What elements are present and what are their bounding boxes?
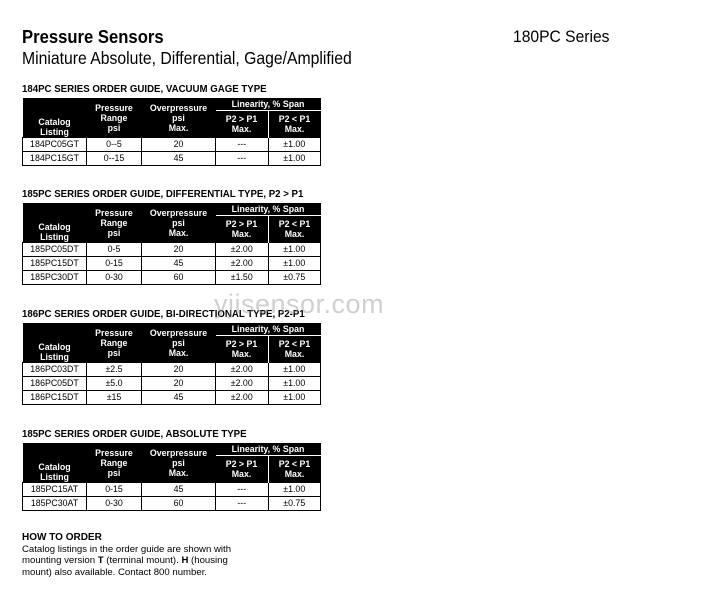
col-p2-lt-p1 [268,456,321,483]
header-text: Overpressure [149,207,208,218]
table-row [23,363,321,377]
header-text: P2 > P1 [225,114,258,124]
header-text: psi [107,227,121,238]
header-text: psi [107,122,121,133]
order-guide-section [22,307,329,405]
order-guide-table [22,203,321,285]
table-cell: ±1.00 [268,391,321,405]
table-row [23,243,321,257]
table-cell: --- [216,483,269,497]
table-row [23,377,321,391]
table-cell: 185PC05DT [23,243,87,257]
col-p2-lt-p1 [268,336,321,363]
col-pressure-range [87,443,142,483]
header-text: Max. [168,467,189,478]
table-cell: ±0.75 [268,497,321,511]
table-cell: 185PC30DT [23,271,87,285]
header-text: Range [100,217,128,228]
col-catalog-listing [23,98,87,138]
order-guide-section [22,187,328,285]
header-text: psi [172,337,185,348]
order-guide-table [22,98,321,166]
header-text: Max. [168,122,189,133]
header-text: Linearity, % Span [231,99,305,109]
table-cell: 60 [142,271,216,285]
table-cell: ±15 [87,391,142,405]
col-p2-lt-p1 [268,111,321,138]
order-guide-section [22,427,321,511]
housing-mount-code: H [181,555,189,566]
table-cell: 186PC15DT [23,391,87,405]
table-cell: 60 [142,497,216,511]
header-text: Catalog [38,222,71,232]
order-guide-table [22,323,321,405]
table-cell: ±1.00 [268,257,321,271]
how-text-3: (housing mount) also available. Contact 800 number. [22,555,228,578]
page-subtitle: Miniature Absolute, Differential, Gage/Amplified [22,48,352,68]
section-title: 184PC SERIES ORDER GUIDE, VACUUM GAGE TYPE [22,83,267,95]
table-cell: ±2.00 [216,363,269,377]
header-text: Max. [168,227,189,238]
header-text: Max. [168,347,189,358]
header-text: Pressure [95,207,133,218]
header-text: Catalog [38,117,71,127]
order-guide-section [22,82,321,166]
header-text: Linearity, % Span [231,324,305,334]
table-cell: 45 [142,483,216,497]
table-cell: 0-5 [87,243,142,257]
header-text: Max. [231,124,252,134]
header-text: Range [100,337,128,348]
table-cell: --- [216,497,269,511]
table-cell: 0-30 [87,271,142,285]
header-text: Max. [284,229,305,239]
col-overpressure [142,323,216,363]
table-cell: 186PC03DT [23,363,87,377]
header-text: Listing [40,232,69,242]
table-cell: ±2.5 [87,363,142,377]
table-cell: 184PC15GT [23,152,87,166]
header-text: psi [172,112,185,123]
table-cell: 184PC05GT [23,138,87,152]
table-cell: 185PC30AT [23,497,87,511]
header-text: Listing [40,472,69,482]
header-text: Overpressure [149,447,208,458]
table-cell: ±2.00 [216,243,269,257]
table-cell: ±1.50 [216,271,269,285]
header-text: Max. [231,469,252,479]
header-text: Overpressure [149,327,208,338]
table-cell: ±2.00 [216,377,269,391]
table-cell: 45 [142,391,216,405]
how-to-order-text [22,544,232,579]
col-pressure-range [87,98,142,138]
table-cell: 185PC15AT [23,483,87,497]
table-cell: 186PC05DT [23,377,87,391]
table-row [23,271,321,285]
terminal-mount-code: T [97,555,104,566]
header-text: Catalog [38,462,71,472]
header-text: Max. [231,349,252,359]
col-p2-gt-p1 [216,456,269,483]
page-title: Pressure Sensors [22,26,164,47]
table-cell: 20 [142,363,216,377]
header-text: Catalog [38,342,71,352]
table-row [23,483,321,497]
table-cell: 0-15 [87,257,142,271]
series-label: 180PC Series [513,27,610,46]
col-pressure-range [87,323,142,363]
header-text: Range [100,112,128,123]
col-overpressure [142,98,216,138]
section-title: 185PC SERIES ORDER GUIDE, DIFFERENTIAL TYPE, P2 > P1 [22,188,304,200]
how-text-1: Catalog listings in the order guide are shown with mounting version [22,543,232,566]
col-linearity [216,323,321,336]
how-to-order-title: HOW TO ORDER [22,532,102,543]
table-cell: 0--15 [87,152,142,166]
table-cell: ±1.00 [268,363,321,377]
col-catalog-listing [23,203,87,243]
header-text: P2 > P1 [225,459,258,469]
table-cell: 20 [142,138,216,152]
table-cell: ±2.00 [216,257,269,271]
header-text: Pressure [95,327,133,338]
col-p2-lt-p1 [268,216,321,243]
col-catalog-listing [23,323,87,363]
table-cell: ±0.75 [268,271,321,285]
table-cell: ±5.0 [87,377,142,391]
header-text: P2 < P1 [278,459,311,469]
how-text-2: (terminal mount). [103,555,182,566]
header-text: P2 < P1 [278,219,311,229]
header-text: P2 > P1 [225,339,258,349]
header-text: Overpressure [149,102,208,113]
header-text: Listing [40,352,69,362]
section-title: 185PC SERIES ORDER GUIDE, ABSOLUTE TYPE [22,428,247,440]
table-cell: --- [216,152,269,166]
table-row [23,497,321,511]
header-text: Max. [284,124,305,134]
watermark: yjisensor.com [214,289,385,319]
header-text: Max. [284,469,305,479]
table-cell: ±1.00 [268,377,321,391]
col-linearity [216,203,321,216]
col-pressure-range [87,203,142,243]
table-cell: 0-30 [87,497,142,511]
header-text: Linearity, % Span [231,204,305,214]
table-row [23,152,321,166]
table-cell: 20 [142,377,216,391]
header-text: P2 < P1 [278,114,311,124]
col-linearity [216,98,321,111]
col-p2-gt-p1 [216,216,269,243]
header-text: P2 < P1 [278,339,311,349]
table-cell: ±1.00 [268,243,321,257]
order-guide-table [22,443,321,511]
col-overpressure [142,443,216,483]
how-to-order [22,532,232,578]
section-title: 186PC SERIES ORDER GUIDE, BI-DIRECTIONAL TYPE, P2-P1 [22,308,305,320]
col-p2-gt-p1 [216,336,269,363]
header-text: Pressure [95,447,133,458]
table-cell: 185PC15DT [23,257,87,271]
header-text: Listing [40,127,69,137]
col-linearity [216,443,321,456]
header-text: Linearity, % Span [231,444,305,454]
header-text: psi [107,467,121,478]
table-cell: ±1.00 [268,483,321,497]
header-text: psi [107,347,121,358]
col-overpressure [142,203,216,243]
table-cell: 45 [142,152,216,166]
table-cell: 45 [142,257,216,271]
header-text: psi [172,457,185,468]
header-text: P2 > P1 [225,219,258,229]
header-text: Max. [231,229,252,239]
table-row [23,391,321,405]
header-text: Range [100,457,128,468]
table-row [23,257,321,271]
table-cell: 0--5 [87,138,142,152]
table-row [23,138,321,152]
header-text: psi [172,217,185,228]
table-cell: ±1.00 [268,152,321,166]
table-cell: 0-15 [87,483,142,497]
col-p2-gt-p1 [216,111,269,138]
table-cell: ±1.00 [268,138,321,152]
header-text: Pressure [95,102,133,113]
table-cell: --- [216,138,269,152]
table-cell: ±2.00 [216,391,269,405]
header-text: Max. [284,349,305,359]
table-cell: 20 [142,243,216,257]
col-catalog-listing [23,443,87,483]
